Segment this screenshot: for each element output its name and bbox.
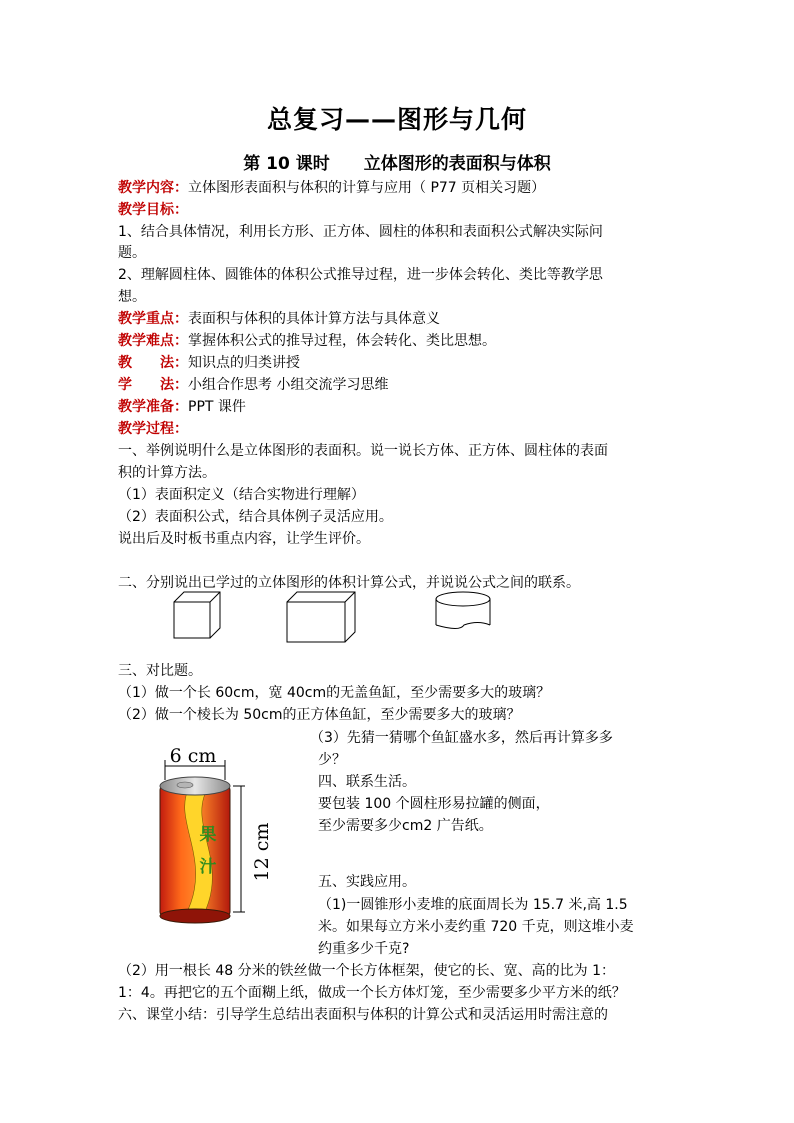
section-3-question-1: （1）做一个长 60cm，宽 40cm的无盖鱼缸，至少需要多大的玻璃？ xyxy=(118,685,551,701)
section-3-question-3-line-2: 少？ xyxy=(318,752,346,768)
section-1-line-3: 说出后及时板书重点内容，让学生评价。 xyxy=(118,531,370,547)
teaching-content-label: 教学内容： xyxy=(118,180,188,196)
section-4-line-2: 至少需要多少cm2 广告纸。 xyxy=(318,818,493,834)
can-bottom xyxy=(160,909,230,923)
can-lid xyxy=(160,777,230,795)
section-1-item-1: （1）表面积定义（结合实物进行理解） xyxy=(118,487,365,503)
document-title: 总复习——图形与几何 xyxy=(266,105,527,134)
lesson-subtitle xyxy=(0,149,794,174)
teaching-preparation: 教学准备：PPT 课件 xyxy=(118,399,246,415)
teaching-goal-label: 教学目标： xyxy=(118,202,188,218)
section-3-heading: 三、对比题。 xyxy=(118,663,202,679)
section-5-problem-1-line-3: 约重多少千克? xyxy=(318,941,410,957)
section-1-item-2: （2）表面积公式，结合具体例子灵活应用。 xyxy=(118,509,393,525)
section-3-question-3-line-1: （3）先猜一猜哪个鱼缸盛水多，然后再计算多多 xyxy=(310,730,613,746)
teaching-process-label: 教学过程： xyxy=(118,421,188,437)
section-3-question-2: （2）做一个棱长为 50cm的正方体鱼缸，至少需要多大的玻璃？ xyxy=(118,707,521,723)
lesson-topic: 立体图形的表面积与体积 xyxy=(363,154,551,174)
section-5-problem-2-line-1: （2）用一根长 48 分米的铁丝做一个长方体框架，使它的长、宽、高的比为 1： xyxy=(118,963,615,979)
teaching-key: 教学重点：表面积与体积的具体计算方法与具体意义 xyxy=(118,311,440,327)
cylinder-figure xyxy=(436,592,490,629)
section-5-heading: 五、实践应用。 xyxy=(318,874,416,890)
height-dimension xyxy=(233,786,245,912)
section-1-line-1: 一、举例说明什么是立体图形的表面积。说一说长方体、正方体、圆柱体的表面 xyxy=(118,443,608,459)
height-label: 12 cm xyxy=(251,822,273,882)
section-4-heading: 四、联系生活。 xyxy=(318,774,416,790)
cuboid-figure xyxy=(287,592,355,642)
section-5-problem-2-line-2: 1：4。再把它的五个面糊上纸，做成一个长方体灯笼，至少需要多少平方米的纸？ xyxy=(118,985,626,1001)
section-6-line: 六、课堂小结：引导学生总结出表面积与体积的计算公式和灵活运用时需注意的 xyxy=(118,1007,608,1023)
width-label: 6 cm xyxy=(169,745,217,767)
cube-figure xyxy=(174,592,220,638)
section-5-problem-1-line-1: （1)一圆锥形小麦堆的底面周长为 15.7 米,高 1.5 xyxy=(318,897,628,913)
section-1-line-2: 积的计算方法。 xyxy=(118,465,216,481)
goal-2-line-1: 2、理解圆柱体、圆锥体的体积公式推导过程，进一步体会转化、类比等教学思 xyxy=(118,267,603,283)
goal-1-line-1: 1、结合具体情况，利用长方形、正方体、圆柱的体积和表面积公式解决实际问 xyxy=(118,224,603,240)
teaching-content-text: 立体图形表面积与体积的计算与应用（ P77 页相关习题） xyxy=(188,180,546,196)
juice-can-illustration xyxy=(145,740,285,932)
teaching-content xyxy=(118,178,545,198)
section-4-line-1: 要包装 100 个圆柱形易拉罐的侧面， xyxy=(318,796,550,812)
can-brand-char: 汁 xyxy=(199,857,217,877)
teaching-difficulty: 教学难点：掌握体积公式的推导过程，体会转化、类比思想。 xyxy=(118,333,496,349)
section-2-line: 二、分别说出已学过的立体图形的体积计算公式，并说说公式之间的联系。 xyxy=(118,575,580,591)
can-tab xyxy=(177,782,193,788)
can-brand-char: 果 xyxy=(199,825,217,845)
goal-1-line-2: 题。 xyxy=(118,245,146,261)
section-5-problem-1-line-2: 米。如果每立方米小麦约重 720 千克，则这堆小麦 xyxy=(318,919,634,935)
learning-method: 学 法：小组合作思考 小组交流学习思维 xyxy=(118,377,389,393)
lesson-number: 第 10 课时 xyxy=(243,154,330,174)
teaching-method: 教 法：知识点的归类讲授 xyxy=(118,355,300,371)
solid-figures xyxy=(160,580,520,650)
goal-2-line-2: 想。 xyxy=(118,289,146,305)
